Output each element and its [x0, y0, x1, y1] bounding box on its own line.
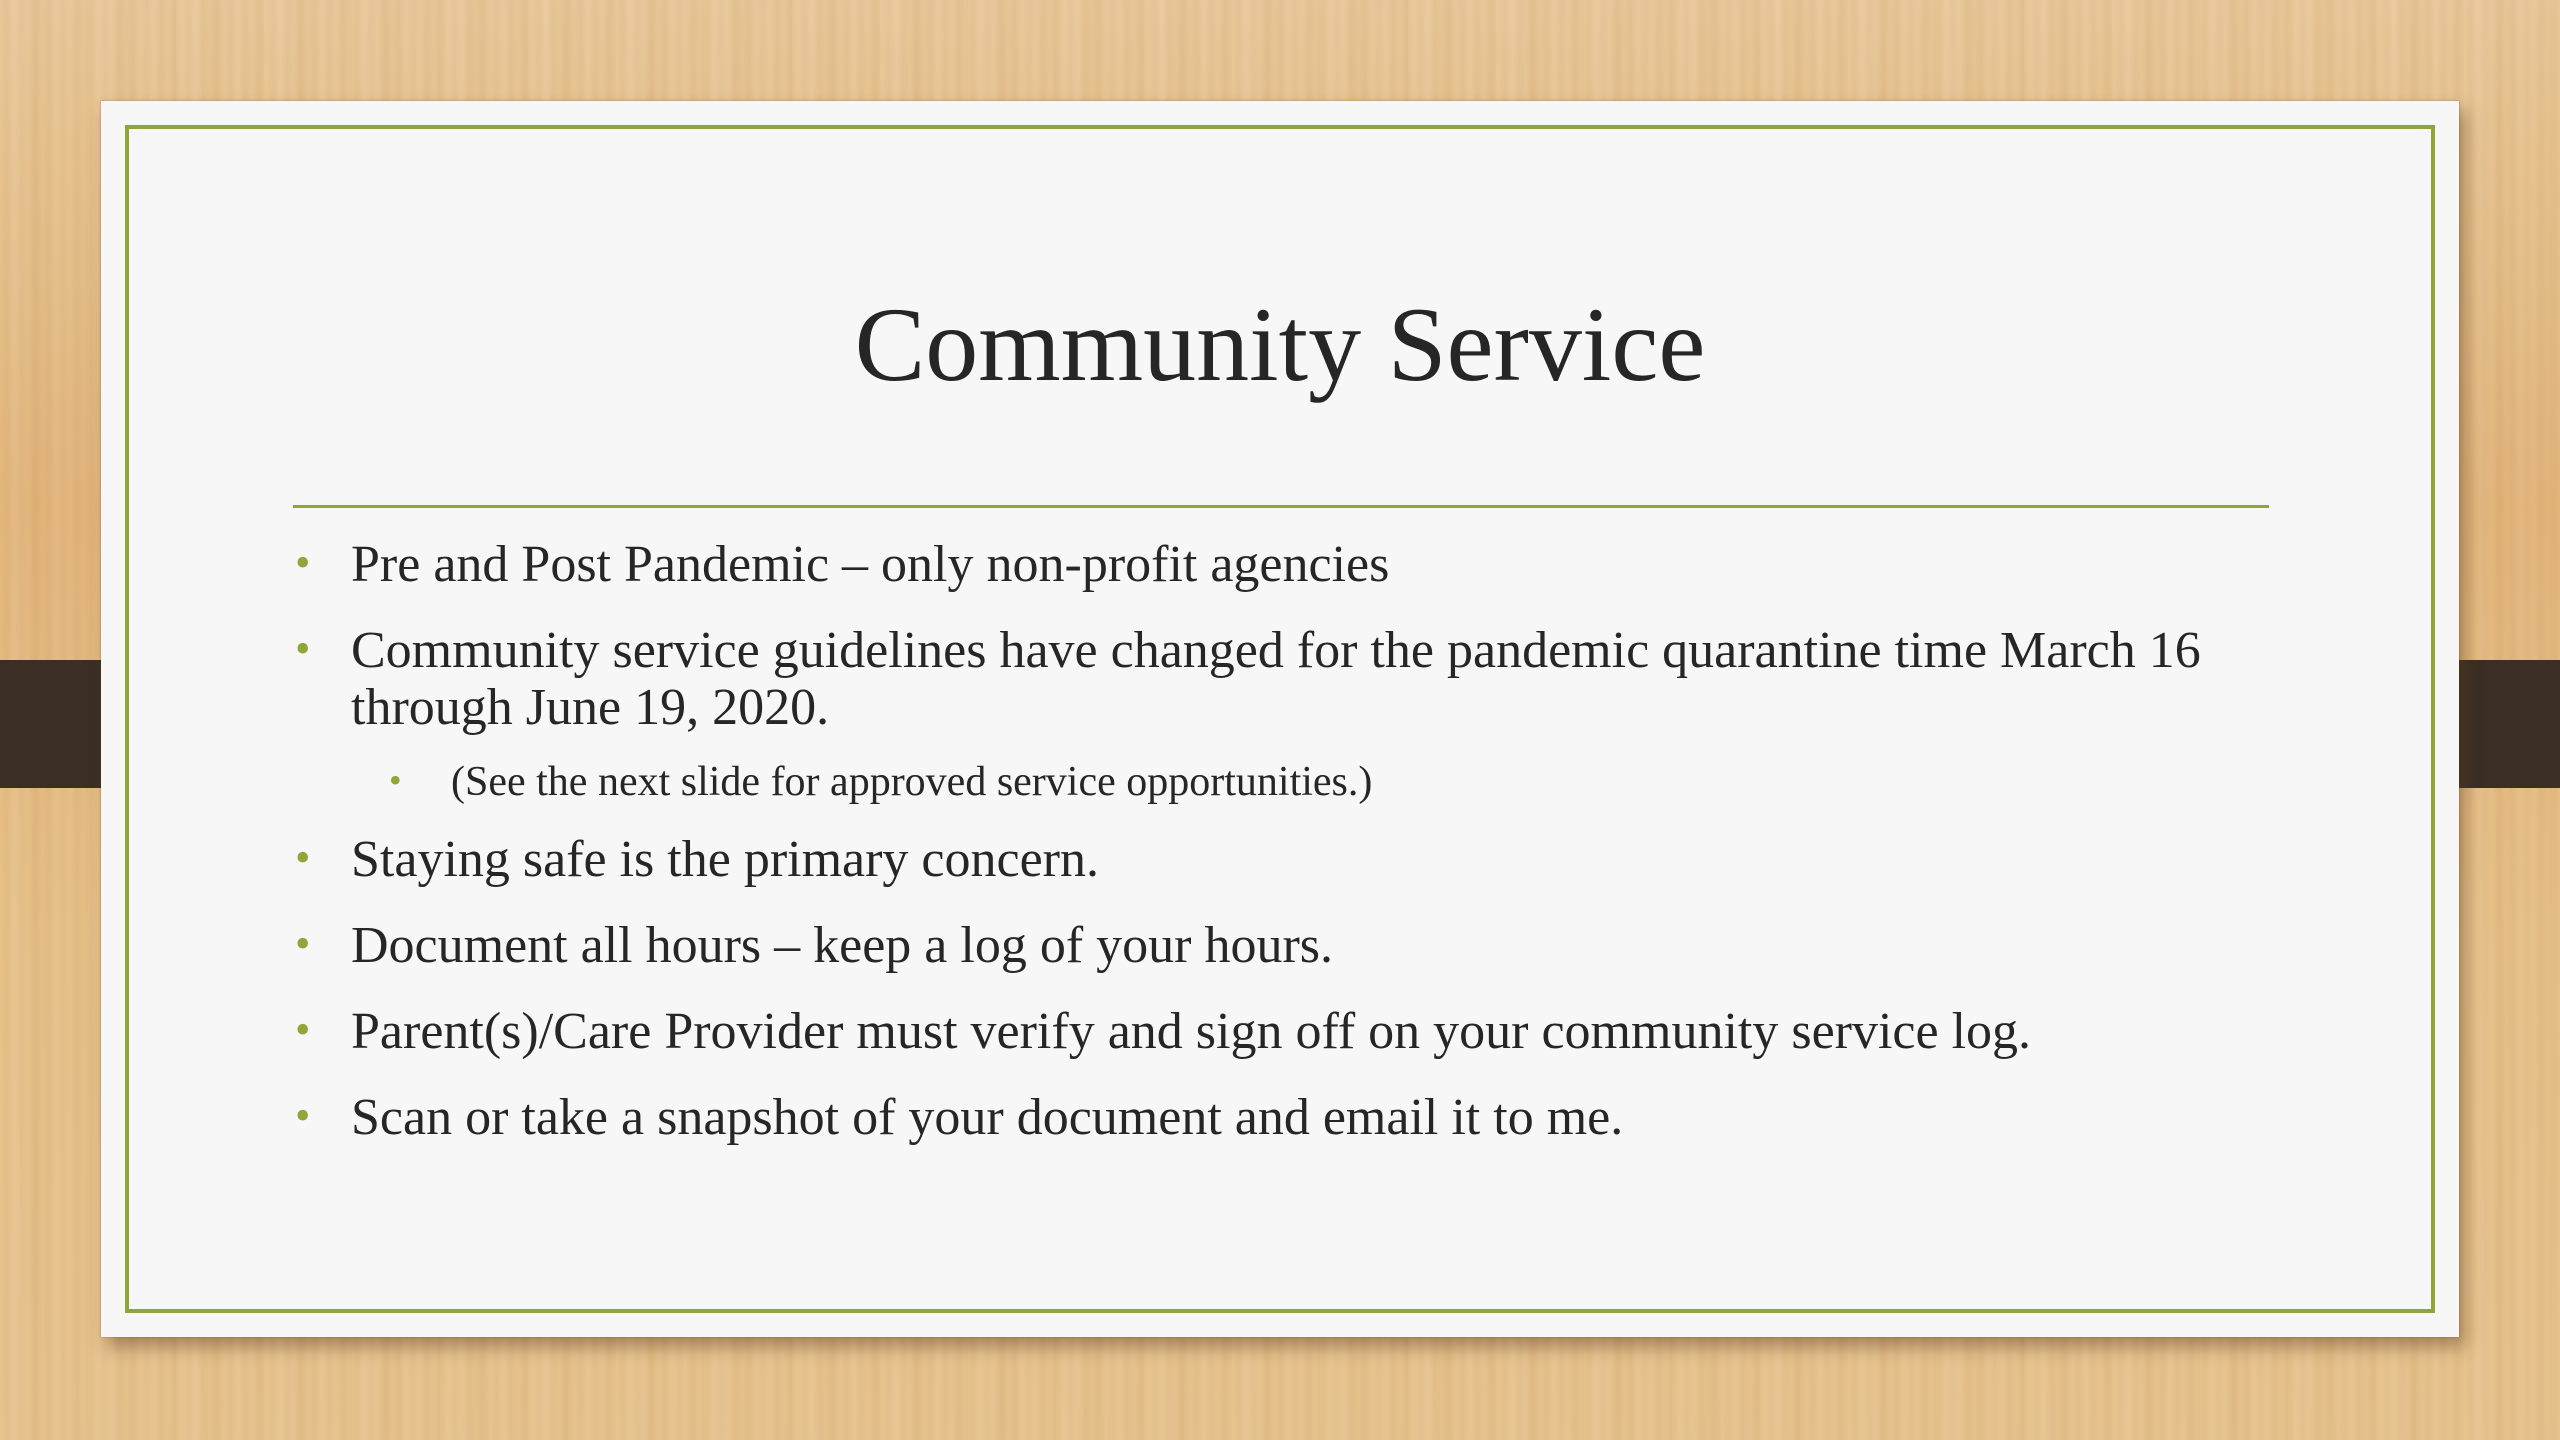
bullet-dot-icon: • — [295, 538, 311, 587]
bullet-item — [293, 1003, 2293, 1060]
bullet-dot-icon: • — [295, 1005, 311, 1054]
bullet-item — [293, 1089, 2293, 1146]
bullet-item — [293, 622, 2293, 736]
bullet-list — [293, 536, 2293, 1175]
bullet-text: Document all hours – keep a log of your hours. — [351, 917, 1334, 974]
bullet-dot-icon: • — [295, 833, 311, 882]
bullet-item — [293, 831, 2293, 888]
sub-bullet-text: (See the next slide for approved service opportunities.) — [451, 759, 1373, 805]
bullet-dot-icon: • — [295, 1091, 311, 1140]
bullet-dot-icon: • — [295, 624, 311, 673]
title-divider — [293, 505, 2269, 508]
sub-bullet-dot-icon: • — [389, 760, 402, 800]
bullet-text: Pre and Post Pandemic – only non-profit agencies — [351, 536, 1390, 593]
bullet-item — [293, 917, 2293, 974]
slide — [101, 101, 2459, 1337]
slide-title: Community Service — [854, 286, 1706, 403]
sub-bullet-item — [293, 757, 2293, 807]
bullet-text: Scan or take a snapshot of your document and email it to me. — [351, 1089, 1624, 1146]
bullet-text: Parent(s)/Care Provider must verify and sign off on your community service log. — [351, 1003, 2032, 1060]
bullet-dot-icon: • — [295, 919, 311, 968]
bullet-item — [293, 536, 2293, 593]
bullet-text: Community service guidelines have changed for the pandemic quarantine time March 16 through June 19, 2020. — [351, 622, 2201, 736]
bullet-text: Staying safe is the primary concern. — [351, 831, 1099, 888]
